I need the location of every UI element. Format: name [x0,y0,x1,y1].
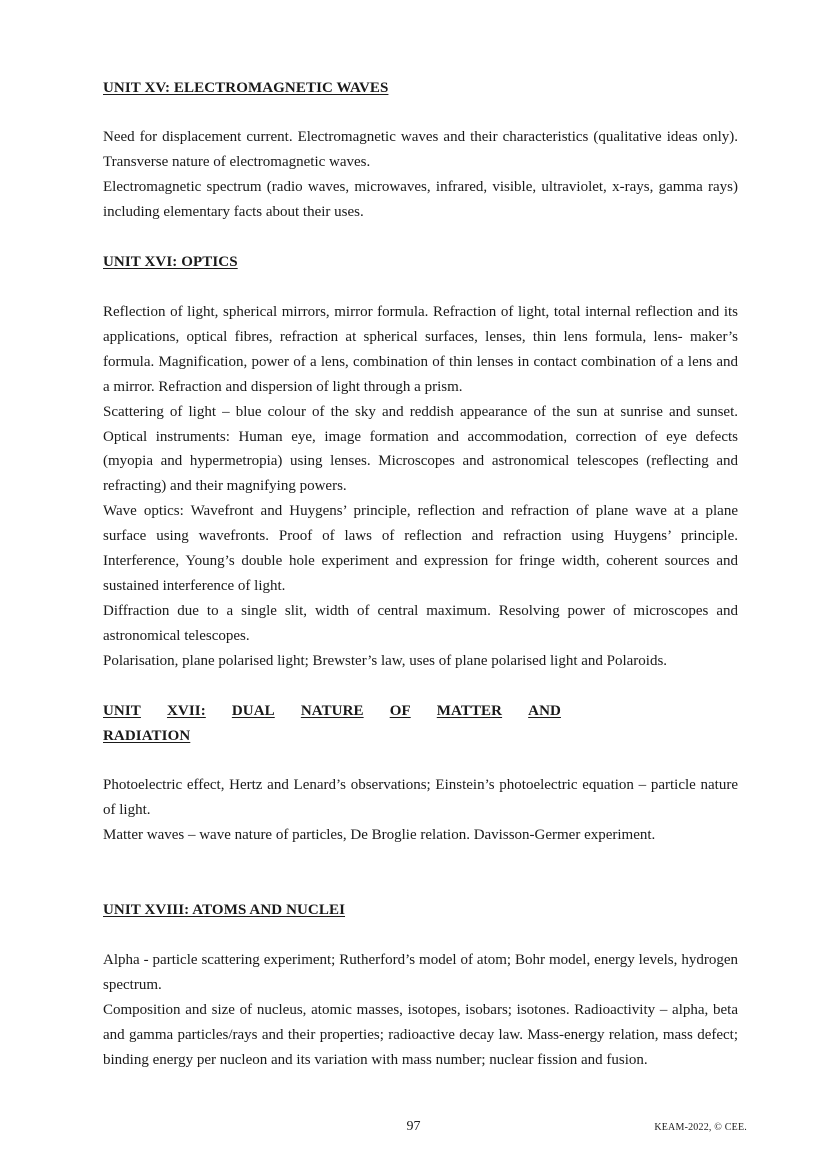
heading-word: XVII: [166,703,206,719]
paragraph: Diffraction due to a single slit, width of central maximum. Resolving power of microscopes and astronomical telescopes. [103,602,738,644]
unit-17-heading [103,699,561,749]
paragraph: Composition and size of nucleus, atomic masses, isotopes, isobars; isotones. Radioactivity – alpha, beta and gamma particles/rays and their properties; radioactive decay law. Mass-energy relation, mass defect; binding energy per nucleon and its variation with mass number; nuclear fission and fusion. [103,1001,738,1068]
heading-word: OF [389,703,411,719]
unit-18-body [103,948,738,1073]
unit-15-heading: UNIT XV: ELECTROMAGNETIC WAVES [103,80,389,96]
paragraph: Wave optics: Wavefront and Huygens’ principle, reflection and refraction of plane wave at a plane surface using wavefronts. Proof of laws of reflection and refraction using Huygens’ principle. Interference, Young’s double hole experiment and expression for fringe width, coherent sources and sustained interference of light. [103,503,738,594]
footer-credit: KEAM-2022, © CEE. [654,1122,747,1133]
paragraph: Photoelectric effect, Hertz and Lenard’s observations; Einstein’s photoelectric equation – particle nature of light. [103,777,738,818]
unit-17-heading-line1 [103,699,561,724]
paragraph: Scattering of light – blue colour of the sky and reddish appearance of the sun at sunrise and sunset. Optical instruments: Human eye, image formation and accommodation, correction of eye defects (myopia and hypermetropia) using lenses. Microscopes and astronomical telescopes (reflecting and refracting) and their magnifying powers. [103,403,738,495]
unit-17-heading-line2: RADIATION [103,728,191,744]
heading-word: UNIT [103,703,141,719]
unit-18-heading: UNIT XVIII: ATOMS AND NUCLEI [103,902,346,918]
unit-16-body [103,300,738,674]
heading-word: AND [528,703,561,719]
paragraph: Polarisation, plane polarised light; Brewster’s law, uses of plane polarised light and Polaroids. [103,652,668,669]
paragraph: Need for displacement current. Electromagnetic waves and their characteristics (qualitative ideas only). Transverse nature of electromagnetic waves. [103,129,738,170]
paragraph: Alpha - particle scattering experiment; Rutherford’s model of atom; Bohr model, energy levels, hydrogen spectrum. [103,952,738,993]
unit-17-body [103,773,738,848]
heading-word: NATURE [300,703,364,719]
unit-16-heading: UNIT XVI: OPTICS [103,254,238,270]
paragraph: Reflection of light, spherical mirrors, mirror formula. Refraction of light, total internal reflection and its applications, optical fibres, refraction at spherical surfaces, lenses, thin lens formula, lens- maker’s formula. Magnification, power of a lens, combination of thin lenses in contact combination of a lens and a mirror. Refraction and dispersion of light through a prism. [103,304,738,395]
heading-word: DUAL [231,703,275,719]
unit-15-body [103,125,738,225]
heading-word: MATTER [436,703,503,719]
paragraph: Matter waves – wave nature of particles, De Broglie relation. Davisson-Germer experiment. [103,826,656,843]
paragraph: Electromagnetic spectrum (radio waves, microwaves, infrared, visible, ultraviolet, x-rays, gamma rays) including elementary facts about their uses. [103,178,738,220]
page-number: 97 [406,1119,421,1134]
